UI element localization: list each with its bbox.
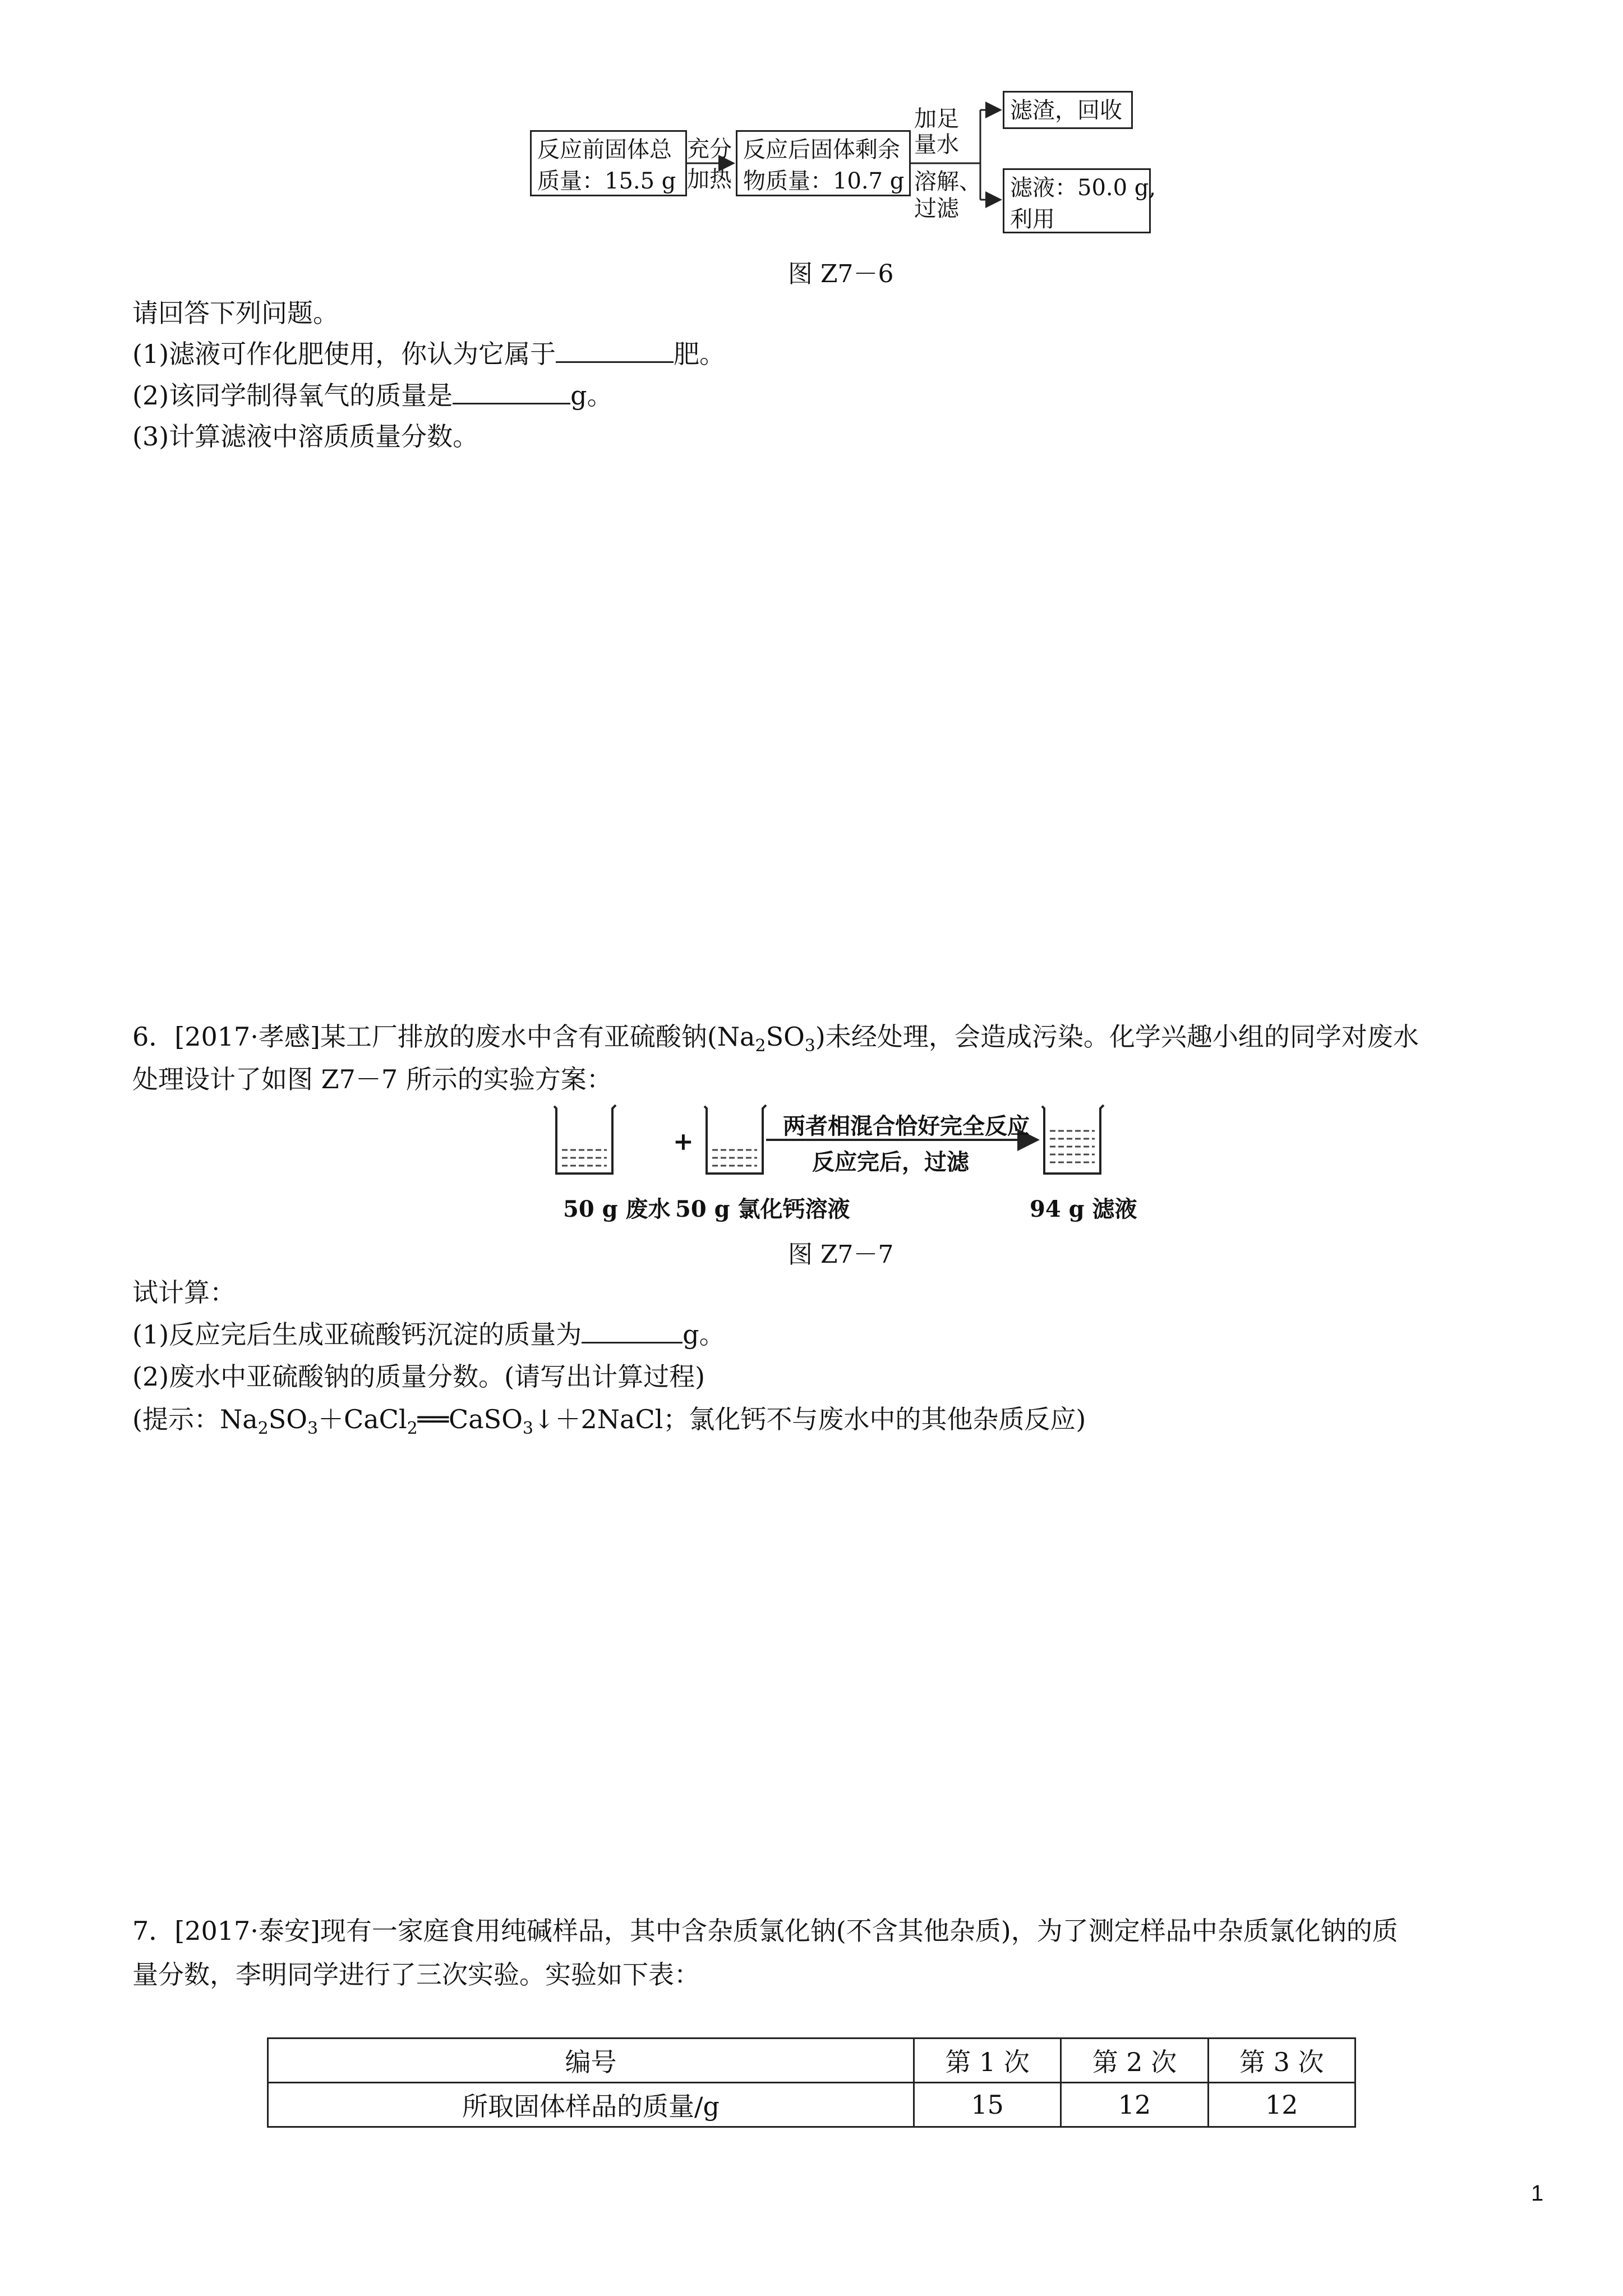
q6-line1-a: 6．[2017·孝感]某工厂排放的废水中含有亚硫酸钠(Na <box>132 1022 755 1052</box>
arrow1-top-label: 充分 <box>687 136 732 162</box>
hint-sub: 2 <box>257 1419 269 1439</box>
arrow-bottom-label: 反应完后，过滤 <box>812 1149 969 1175</box>
box2-line2: 物质量：10.7 g <box>743 168 905 194</box>
q5-part3: (3)计算滤液中溶质质量分数。 <box>132 421 479 452</box>
q6-line1-b: SO <box>766 1022 805 1052</box>
branch-top-label-1: 加足 <box>914 106 959 132</box>
box1-line2: 质量：15.5 g <box>537 168 676 194</box>
box1-line1: 反应前固体总 <box>537 137 672 163</box>
beaker-waste-water <box>554 1105 616 1174</box>
figure-z7-6-caption: 图 Z7－6 <box>788 260 894 288</box>
q5-part1-text: (1)滤液可作化肥使用，你认为它属于 <box>132 339 556 369</box>
table-row <box>268 2083 1355 2127</box>
branch-bottom-label-1: 溶解、 <box>914 169 981 195</box>
q6-hint <box>132 1402 1086 1446</box>
hint-b: SO <box>268 1404 307 1434</box>
q6-part1 <box>132 1317 725 1351</box>
q6-sub: 3 <box>804 1036 815 1056</box>
q6-part1-suffix: g。 <box>683 1319 725 1350</box>
box4-line2: 利用 <box>1010 206 1055 232</box>
box3-text: 滤渣，回收 <box>1010 98 1122 123</box>
q6-try: 试计算： <box>132 1277 236 1308</box>
q7-stem-line1: 7．[2017·泰安]现有一家庭食用纯碱样品，其中含杂质氯化钠(不含其他杂质)，为了测定样品中杂质氯化钠的质 <box>132 1916 1398 1946</box>
beaker1-label: 50 g 废水 <box>563 1196 671 1222</box>
branch-bottom-label-2: 过滤 <box>914 196 959 222</box>
q5-part2-suffix: g。 <box>570 380 613 411</box>
figure-z7-7-caption: 图 Z7－7 <box>788 1240 894 1269</box>
beaker3-label: 94 g 滤液 <box>1030 1196 1137 1222</box>
hint-e: ↓＋2NaCl；氯化钙不与废水中的其他杂质反应) <box>533 1404 1086 1434</box>
table-cell: 12 <box>1208 2083 1355 2127</box>
hint-d: ══CaSO <box>417 1404 523 1434</box>
q6-stem-line1 <box>132 1020 1419 1063</box>
q5-part2 <box>132 378 613 412</box>
table-cell: 15 <box>914 2083 1061 2127</box>
table-header-row <box>268 2039 1355 2083</box>
hint-c: ＋CaCl <box>318 1404 407 1434</box>
q6-sub: 2 <box>755 1036 766 1056</box>
table-header-cell: 第 2 次 <box>1061 2039 1208 2083</box>
q5-part1-suffix: 肥。 <box>674 339 726 369</box>
q6-part1-text: (1)反应完后生成亚硫酸钙沉淀的质量为 <box>132 1319 582 1350</box>
table-header-cell: 编号 <box>268 2039 914 2083</box>
experiment-table <box>267 2037 1356 2128</box>
q6-stem-line2: 处理设计了如图 Z7－7 所示的实验方案： <box>132 1064 612 1094</box>
box4-line1: 滤液：50.0 g, <box>1010 175 1156 201</box>
hint-a: (提示：Na <box>132 1404 258 1434</box>
q7-stem-line2: 量分数，李明同学进行了三次实验。实验如下表： <box>132 1959 700 1990</box>
beaker-filtrate <box>1042 1105 1104 1174</box>
hint-sub: 3 <box>522 1419 533 1439</box>
figure-z7-6-arrows <box>0 0 1623 280</box>
table-header-cell: 第 1 次 <box>914 2039 1061 2083</box>
page-number: 1 <box>1531 2181 1544 2206</box>
table-cell: 12 <box>1061 2083 1208 2127</box>
q5-part1 <box>132 337 725 371</box>
table-header-cell: 第 3 次 <box>1208 2039 1355 2083</box>
table-row-label: 所取固体样品的质量/g <box>268 2083 914 2127</box>
q5-part2-text: (2)该同学制得氧气的质量是 <box>132 380 453 411</box>
box2-line1: 反应后固体剩余 <box>743 137 900 163</box>
beaker2-label: 50 g 氯化钙溶液 <box>675 1196 850 1222</box>
arrow1-bottom-label: 加热 <box>687 167 732 192</box>
q6-line1-c: )未经处理，会造成污染。化学兴趣小组的同学对废水 <box>815 1022 1419 1052</box>
answer-blank[interactable] <box>453 378 570 404</box>
q6-part2: (2)废水中亚硫酸钠的质量分数。(请写出计算过程) <box>132 1361 706 1392</box>
answer-blank[interactable] <box>556 337 674 363</box>
plus-sign: + <box>673 1128 694 1156</box>
answer-blank[interactable] <box>582 1317 683 1343</box>
arrow-top-label: 两者相混合恰好完全反应 <box>783 1113 1030 1139</box>
hint-sub: 3 <box>307 1419 319 1439</box>
beaker-calcium-chloride <box>704 1105 766 1174</box>
q5-prompt: 请回答下列问题。 <box>132 298 339 328</box>
branch-top-label-2: 量水 <box>914 132 959 158</box>
hint-sub: 2 <box>407 1419 418 1439</box>
